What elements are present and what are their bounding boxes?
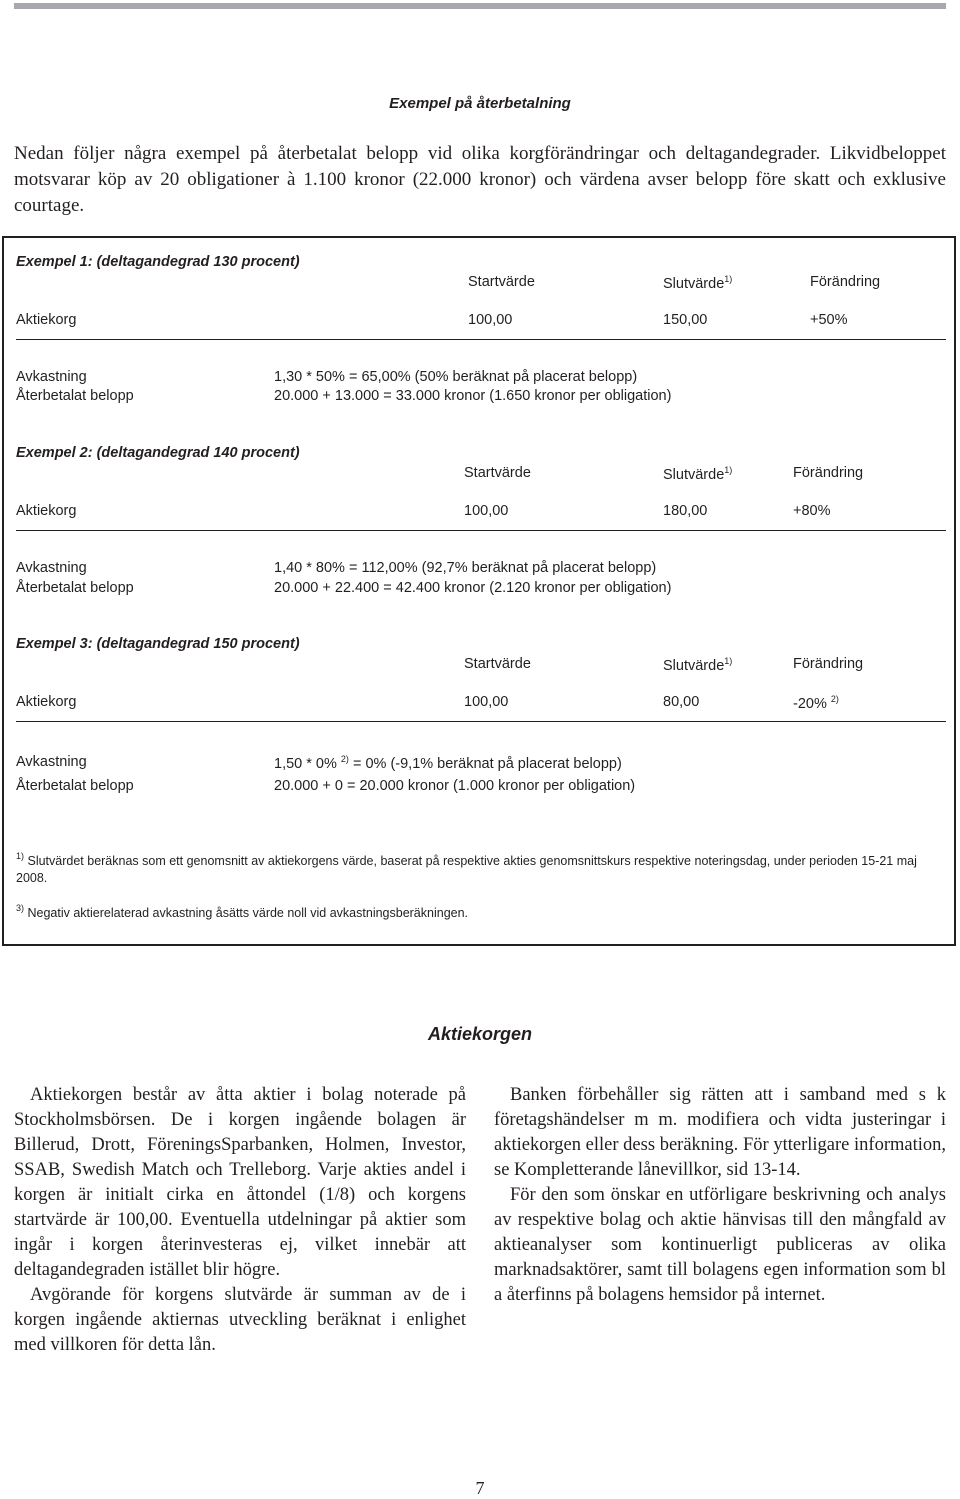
change-value: +80% <box>793 503 831 519</box>
example-title: Exempel 3: (deltagandegrad 150 procent) <box>16 636 300 652</box>
repay-value: 20.000 + 22.400 = 42.400 kronor (2.120 kronor per obligation) <box>274 580 672 596</box>
header-change: Förändring <box>793 465 864 481</box>
example-title: Exempel 1: (deltagandegrad 130 procent) <box>16 254 300 270</box>
examples-box <box>2 236 956 946</box>
repay-label: Återbetalat belopp <box>16 580 134 596</box>
return-value: 1,30 * 50% = 65,00% (50% beräknat på placerat belopp) <box>274 369 638 385</box>
header-start: Startvärde <box>464 656 531 672</box>
table-rule <box>16 339 946 340</box>
page-number: 7 <box>475 1478 485 1498</box>
row-label: Aktiekorg <box>16 312 77 328</box>
header-start: Startvärde <box>468 274 535 290</box>
return-value: 1,40 * 80% = 112,00% (92,7% beräknat på placerat belopp) <box>274 560 657 576</box>
end-value: 150,00 <box>663 312 708 328</box>
end-value: 180,00 <box>663 503 708 519</box>
footnote-3: $^{3)}$ Negativ aktierelaterad avkastning åsätts värde noll vid avkastningsberäkningen. <box>16 903 469 920</box>
row-label: Aktiekorg <box>16 694 77 710</box>
left-column <box>14 1083 466 1358</box>
right-column <box>494 1083 946 1308</box>
right-paragraph: Banken förbehåller sig rätten att i samband med s k företagshändelser m m. modifiera och vidta justeringar i aktiekorgen eller dess beräkning. För ytterligare information, se Kompletterande lånevillkor, sid 13-14. <box>494 1085 946 1180</box>
table-rule <box>16 721 946 722</box>
aktiekorgen-title: Aktiekorgen <box>427 1024 533 1044</box>
return-label: Avkastning <box>16 560 87 576</box>
change-value: -20% $^{2)}$ <box>793 694 839 712</box>
repay-value: 20.000 + 13.000 = 33.000 kronor (1.650 kronor per obligation) <box>274 388 672 404</box>
change-value: +50% <box>810 312 848 328</box>
header-end: Slutvärde$^{1)}$ <box>663 465 733 483</box>
example-title: Exempel 2: (deltagandegrad 140 procent) <box>16 445 300 461</box>
header-end: Slutvärde$^{1)}$ <box>663 656 733 674</box>
header-end: Slutvärde$^{1)}$ <box>663 274 733 292</box>
repay-value: 20.000 + 0 = 20.000 kronor (1.000 kronor per obligation) <box>274 778 636 794</box>
left-paragraph: Aktiekorgen består av åtta aktier i bolag noterade på Stockholmsbörsen. De i korgen ingående bolagen är Billerud, Drott, FöreningsSparbanken, Holmen, Investor, SSAB, Swedish Match och Trelleborg. Varje akties andel i korgen är initialt cirka en åttondel (1/8) och korgens startvärde är 100,00. Eventuella utdelningar på aktier som ingår i korgen återinvesteras ej, vilket innebär att deltagandegraden istället blir högre. <box>14 1085 466 1280</box>
start-value: 100,00 <box>464 694 509 710</box>
intro-paragraph: Nedan följer några exempel på återbetalat belopp vid olika korgförändringar och deltagandegrader. Likvidbeloppet motsvarar köp av 20 obligationer à 1.100 kronor (22.000 kronor) och värdena avser belopp före skatt och exklusive courtage. <box>14 143 946 216</box>
right-paragraph: För den som önskar en utförligare beskrivning och analys av respektive bolag och aktie hänvisas till den mångfald av aktieanalyser som kontinuerligt publiceras av olika marknadsaktörer, samt till bolagens egen information som bl a återfinns på bolagens hemsidor på internet. <box>494 1185 946 1305</box>
start-value: 100,00 <box>464 503 509 519</box>
repay-label: Återbetalat belopp <box>16 388 134 404</box>
header-start: Startvärde <box>464 465 531 481</box>
row-label: Aktiekorg <box>16 503 77 519</box>
header-change: Förändring <box>810 274 881 290</box>
header-change: Förändring <box>793 656 864 672</box>
return-label: Avkastning <box>16 369 87 385</box>
return-value: 1,50 * 0% $^{2)}$ = 0% (-9,1% beräknat på placerat belopp) <box>274 754 622 772</box>
return-label: Avkastning <box>16 754 87 770</box>
section-title: Exempel på återbetalning <box>389 95 571 112</box>
start-value: 100,00 <box>468 312 513 328</box>
end-value: 80,00 <box>663 694 700 710</box>
table-rule <box>16 530 946 531</box>
left-paragraph: Avgörande för korgens slutvärde är summan av de i korgen ingående aktiernas utveckling beräknat i enlighet med villkoren för detta lån. <box>14 1285 466 1355</box>
top-rule <box>14 3 946 9</box>
repay-label: Återbetalat belopp <box>16 778 134 794</box>
footnote-1: $^{1)}$ Slutvärdet beräknas som ett genomsnitt av aktiekorgens värde, baserat på respektive akties genomsnittskurs respektive noteringsdag, under perioden 15-21 maj 2008. <box>16 851 917 885</box>
